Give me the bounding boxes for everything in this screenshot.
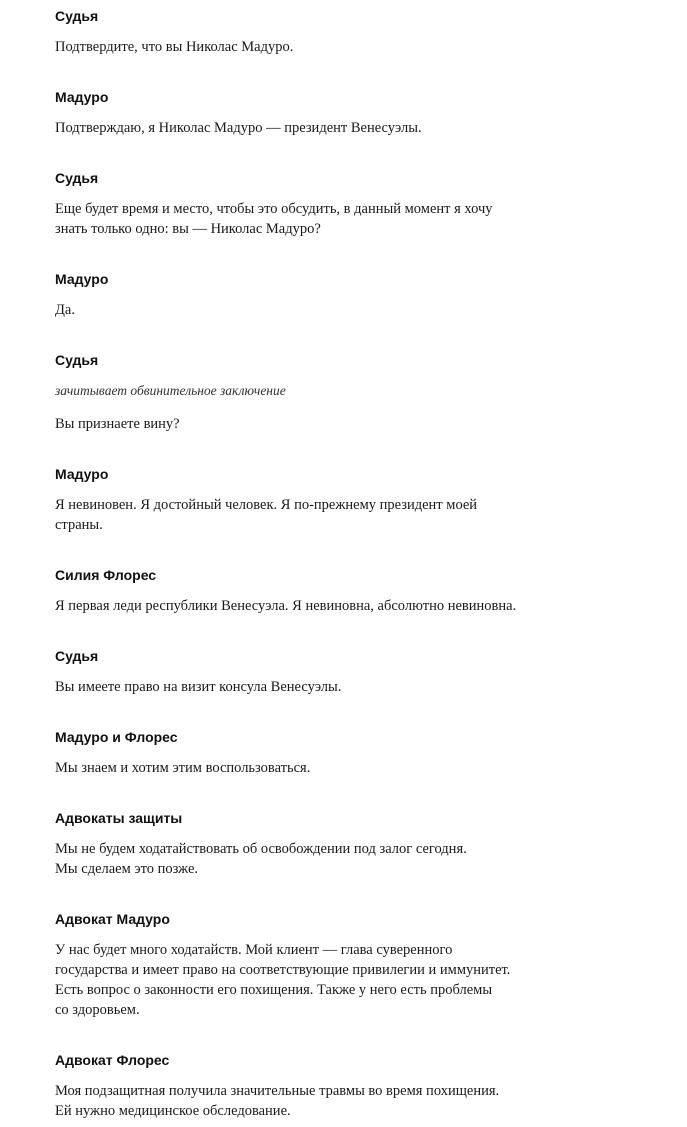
entry-spacer [55, 434, 525, 466]
speaker-name: Мадуро [55, 466, 109, 482]
speech-text: Я первая леди республики Венесуэла. Я невиновна, абсолютно невиновна. [55, 598, 517, 614]
transcript-entry [55, 810, 525, 879]
speaker-name: Мадуро [55, 271, 109, 287]
speaker-name: Мадуро [55, 89, 109, 105]
entry-spacer [55, 879, 525, 911]
entry-spacer [55, 535, 525, 567]
speaker-name: Адвокат Мадуро [55, 911, 170, 927]
speaker-name: Судья [55, 352, 99, 368]
speaker-name: Судья [55, 648, 99, 664]
transcript-entry [55, 8, 525, 57]
transcript [55, 8, 525, 1121]
speech-text: Еще будет время и место, чтобы это обсудить, в данный момент я хочу знать только одно: вы — Николас Мадуро? [55, 201, 493, 237]
entry-spacer [55, 778, 525, 810]
speech-text: Мы не будем ходатайствовать об освобождении под залог сегодня. Мы сделаем это позже. [55, 841, 467, 877]
entry-spacer [55, 138, 525, 170]
transcript-entry [55, 271, 525, 320]
speech-text: Вы признаете вину? [55, 416, 180, 432]
entry-spacer [55, 320, 525, 352]
speech-text: Подтвердите, что вы Николас Мадуро. [55, 39, 294, 55]
speaker-name: Адвокаты защиты [55, 810, 183, 826]
speech-text: Моя подзащитная получила значительные травмы во время похищения. Ей нужно медицинское обследование. [55, 1083, 500, 1119]
speech-text: Да. [55, 302, 75, 318]
entry-spacer [55, 57, 525, 89]
transcript-entry [55, 648, 525, 697]
speech-text: Я невиновен. Я достойный человек. Я по-прежнему президент моей страны. [55, 497, 478, 533]
transcript-entry [55, 567, 525, 616]
entry-spacer [55, 697, 525, 729]
transcript-entry [55, 352, 525, 434]
entry-spacer [55, 616, 525, 648]
speaker-name: Судья [55, 170, 99, 186]
entry-spacer [55, 239, 525, 271]
transcript-entry [55, 1052, 525, 1121]
transcript-entry [55, 729, 525, 778]
stage-direction: зачитывает обвинительное заключение [55, 383, 286, 398]
transcript-entry [55, 911, 525, 1020]
speech-text: У нас будет много ходатайств. Мой клиент — глава суверенного государства и имеет право на соответствующие привилегии и иммунитет. Есть вопрос о законности его похищения. Также у него есть проблемы со здоровьем. [55, 942, 511, 1018]
speech-text: Подтверждаю, я Николас Мадуро — президент Венесуэлы. [55, 120, 422, 136]
speaker-name: Мадуро и Флорес [55, 729, 178, 745]
speech-text: Вы имеете право на визит консула Венесуэлы. [55, 679, 342, 695]
transcript-entry [55, 170, 525, 239]
transcript-entry [55, 89, 525, 138]
speaker-name: Силия Флорес [55, 567, 157, 583]
speaker-name: Адвокат Флорес [55, 1052, 170, 1068]
speaker-name: Судья [55, 8, 99, 24]
entry-spacer [55, 1020, 525, 1052]
speech-text: Мы знаем и хотим этим воспользоваться. [55, 760, 311, 776]
transcript-entry [55, 466, 525, 535]
